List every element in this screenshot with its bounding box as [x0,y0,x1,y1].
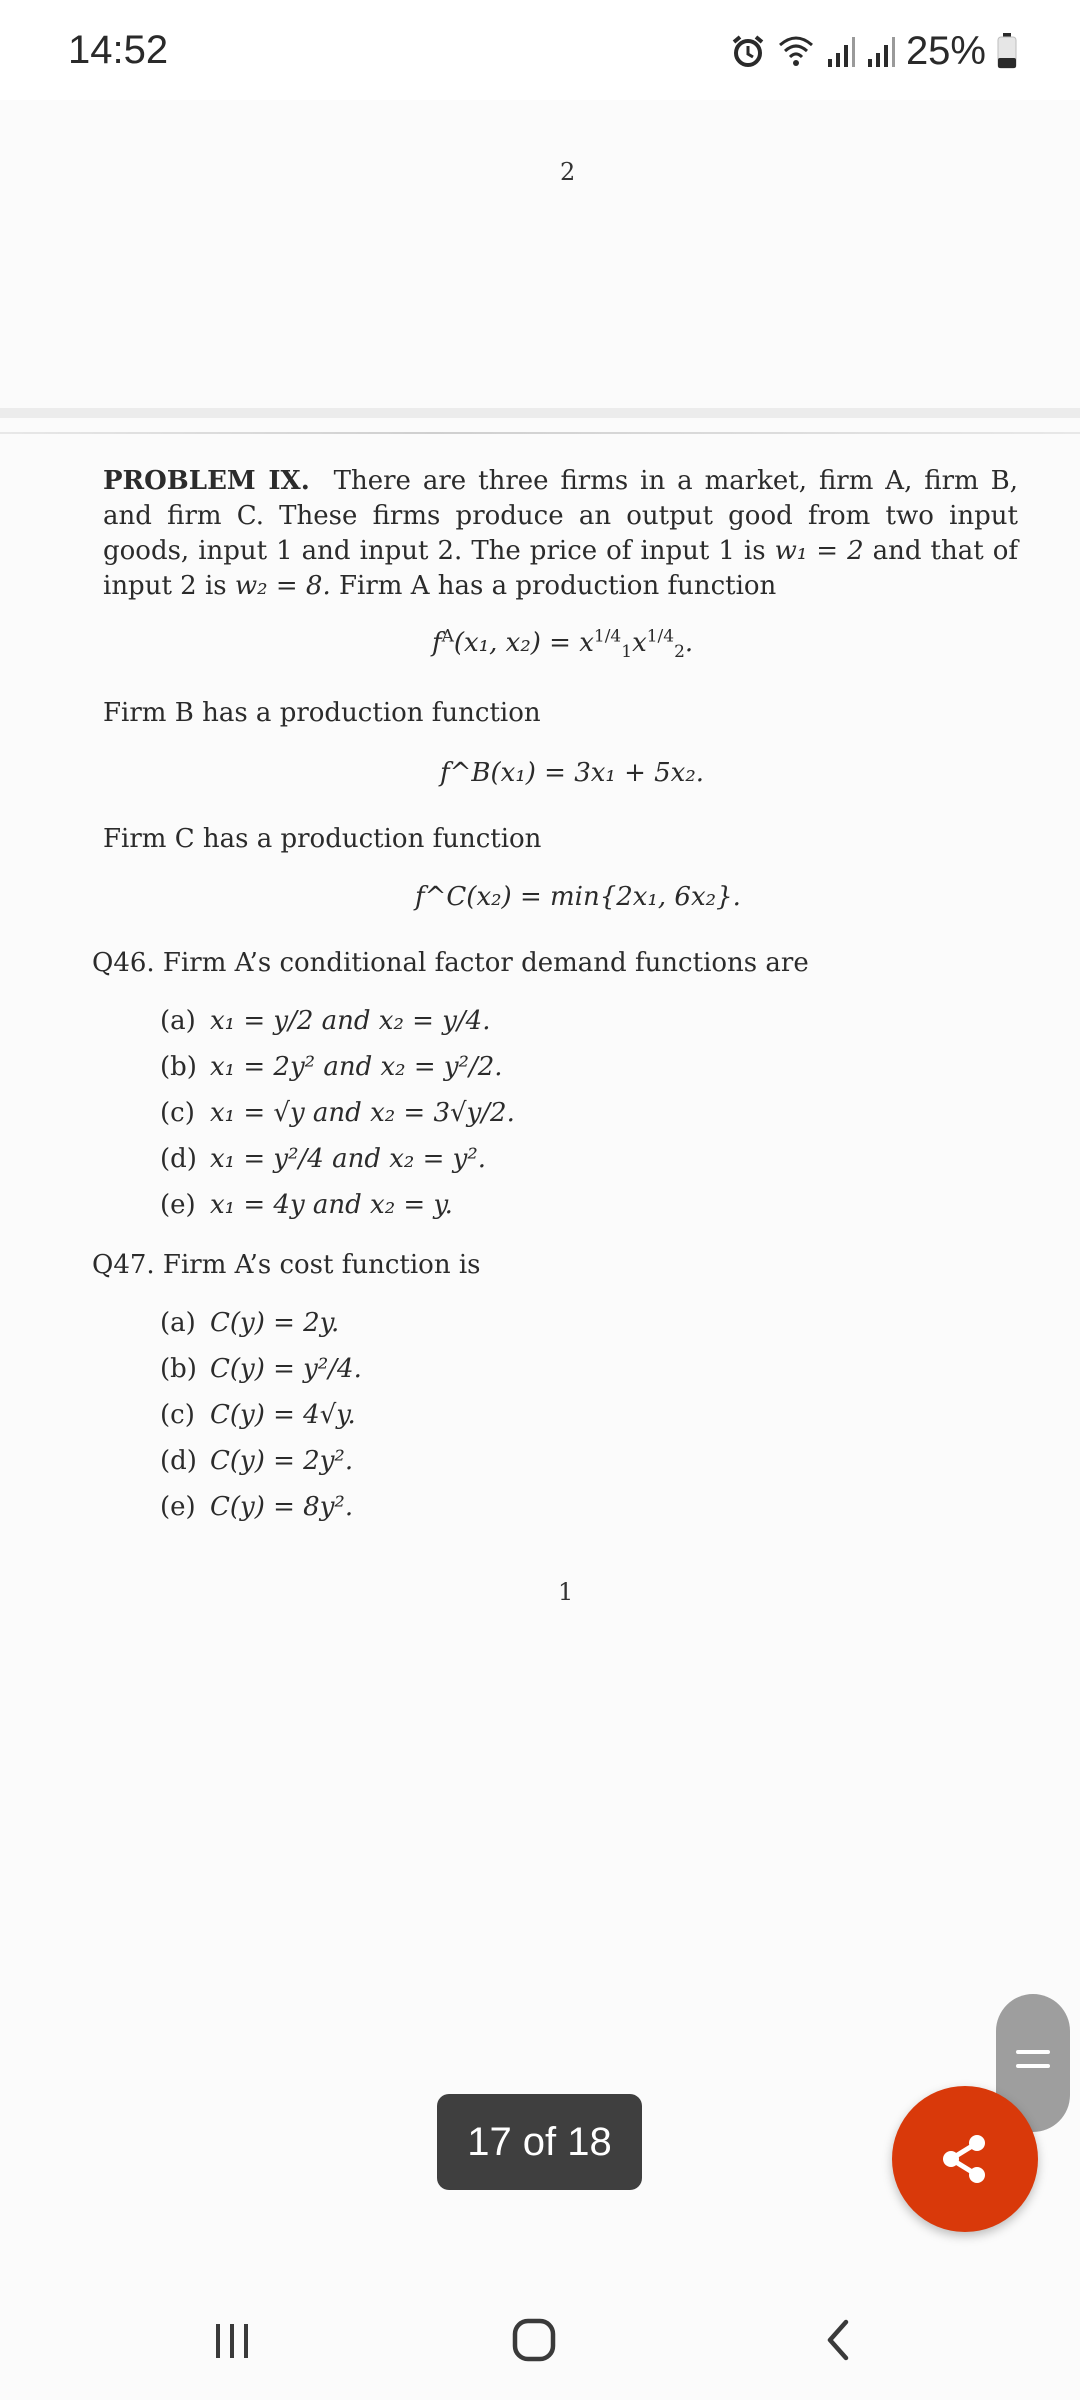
intro-end: Firm A has a production function [338,571,777,601]
q46-option-c: (c) x₁ = √y and x₂ = 3√y/2. [160,1098,515,1128]
share-icon [935,2129,995,2189]
battery-icon [996,32,1018,70]
home-icon [510,2316,558,2364]
page-indicator: 17 of 18 [437,2094,642,2190]
equation-firm-c: f^C(x₂) = min{2x₁, 6x₂}. [415,882,741,912]
battery-percentage: 25% [905,28,986,73]
page-number-top: 2 [560,158,576,186]
navigation-bar [0,2280,1080,2400]
intro-w1: w₁ = 2 [774,536,864,566]
problem-intro [103,464,1018,604]
q47-option-d: (d) C(y) = 2y². [160,1446,354,1476]
signal-icon-2 [866,33,896,69]
q46-option-d: (d) x₁ = y²/4 and x₂ = y². [160,1144,487,1174]
equation-firm-b: f^B(x₁) = 3x₁ + 5x₂. [440,758,705,788]
status-bar [0,0,1080,100]
firm-b-text: Firm B has a production function [103,698,541,728]
equation-firm-a: $f^A(x_1$, $x_2) = x^{1/4}_1x^{1/4}_2$. [432,626,694,663]
q47-option-b: (b) C(y) = y²/4. [160,1354,362,1384]
intro-mid: and that of input 2 is [103,536,1018,601]
question-46: Q46. Firm A’s conditional factor demand functions are [92,948,809,978]
intro-text: There are three firms in a market, firm A, firm B, and firm C. These firms produce an output good from two input goods, input 1 and input 2. The price of input 1 is [103,466,1019,566]
home-button[interactable] [494,2310,574,2370]
wifi-icon [776,33,816,69]
back-icon [818,2316,858,2364]
status-time: 14:52 [68,28,169,72]
q47-option-e: (e) C(y) = 8y². [160,1492,354,1522]
page-number-bottom: 1 [558,1578,574,1606]
firm-c-text: Firm C has a production function [103,824,542,854]
alarm-icon [730,33,766,69]
signal-icon-1 [826,33,856,69]
question-47: Q47. Firm A’s cost function is [92,1250,481,1280]
recent-apps-button[interactable] [192,2310,272,2370]
page-separator [0,408,1080,418]
share-button[interactable] [892,2086,1038,2232]
q46-option-b: (b) x₁ = 2y² and x₂ = y²/2. [160,1052,503,1082]
q46-option-a: (a) x₁ = y/2 and x₂ = y/4. [160,1006,491,1036]
back-button[interactable] [798,2310,878,2370]
q47-option-a: (a) C(y) = 2y. [160,1308,340,1338]
recent-apps-icon [210,2318,254,2362]
intro-w2: w₂ = 8. [234,571,331,601]
problem-title: PROBLEM IX. [103,466,310,496]
page-edge [0,432,1080,434]
status-icons [730,26,1018,76]
q46-option-e: (e) x₁ = 4y and x₂ = y. [160,1190,453,1220]
q47-option-c: (c) C(y) = 4√y. [160,1400,356,1430]
